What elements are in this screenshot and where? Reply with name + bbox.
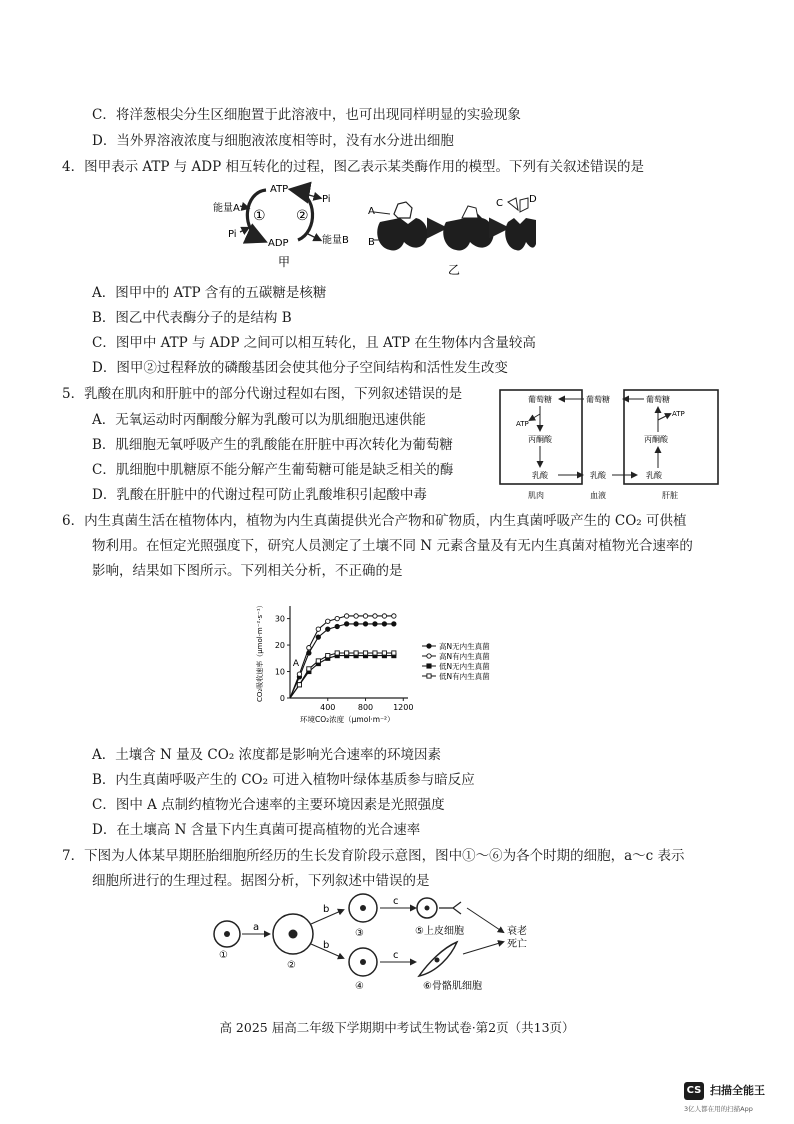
data-point (335, 651, 339, 655)
camscanner-logo-icon: CS (684, 1082, 704, 1100)
data-point (326, 654, 330, 658)
data-point (373, 622, 377, 626)
x-tick-label: 1200 (393, 703, 414, 712)
data-point (363, 651, 367, 655)
data-point (392, 651, 396, 655)
yi-label-c: C (496, 198, 503, 209)
series-line (290, 616, 394, 698)
q4-option-a: A．图甲中的 ATP 含有的五碳糖是核糖 (92, 285, 327, 301)
data-point (316, 659, 320, 663)
data-point (316, 635, 320, 639)
q6-option-c: C．图中 A 点制约植物光合速率的主要环境因素是光照强度 (92, 797, 445, 813)
data-point (307, 646, 311, 650)
q7-aging-2: 死亡 (507, 939, 527, 950)
q7-proc-c1: c (393, 896, 399, 907)
jia-caption: 甲 (278, 255, 291, 269)
legend-label: 高N有内生真菌 (439, 652, 490, 661)
q5-glucose-liver: 葡萄糖 (646, 395, 670, 404)
yi-caption: 乙 (448, 263, 461, 277)
q7-cell-2-label: ② (287, 960, 296, 971)
jia-energy-a: 能量A (213, 203, 240, 214)
q5-glucose-blood: 葡萄糖 (586, 395, 610, 404)
data-point (373, 651, 377, 655)
jia-energy-b: 能量B (322, 235, 349, 246)
x-tick-label: 400 (320, 703, 336, 712)
q7-cell-6-label: ⑥骨骼肌细胞 (423, 981, 482, 992)
data-point (297, 683, 301, 687)
page-footer: 高 2025 届高二年级下学期期中考试生物试卷·第2页（共13页） (219, 1020, 575, 1035)
q5-atp-liver: ATP (672, 410, 685, 418)
camscanner-name: 扫描全能王 (710, 1084, 765, 1097)
q6-stem-line3: 影响，结果如下图所示。下列相关分析，不正确的是 (92, 563, 403, 579)
legend-marker (427, 664, 431, 668)
q5-label-muscle: 肌肉 (528, 491, 544, 500)
q3-option-d: D．当外界溶液浓度与细胞液浓度相等时，没有水分进出细胞 (92, 133, 454, 149)
jia-pi-left: Pi (228, 229, 237, 240)
q7-cell-1-label: ① (219, 950, 228, 961)
q3-option-c: C．将洋葱根尖分生区细胞置于此溶液中，也可出现同样明显的实验现象 (92, 107, 521, 123)
data-point (335, 616, 339, 620)
q5-lactate-liver: 乳酸 (646, 471, 662, 480)
q5-label-liver: 肝脏 (662, 491, 678, 500)
data-point (345, 651, 349, 655)
yi-label-b: B (368, 237, 375, 248)
q4-stem: 4．图甲表示 ATP 与 ADP 相互转化的过程，图乙表示某类酶作用的模型。下列有关叙述错误的是 (62, 159, 645, 175)
q5-glucose-muscle: 葡萄糖 (528, 395, 552, 404)
data-point (363, 614, 367, 618)
data-point (382, 622, 386, 626)
yi-label-d: D (529, 194, 537, 205)
q7-cell-5-label: ⑤上皮细胞 (415, 926, 464, 937)
legend-entry (422, 641, 490, 651)
legend-marker (427, 674, 431, 678)
q7-cell-diagram (205, 892, 545, 1000)
legend-marker (427, 654, 431, 658)
jia-atp: ATP (270, 184, 289, 195)
legend-label: 低N有内生真菌 (439, 672, 490, 681)
q7-aging-1: 衰老 (507, 926, 527, 937)
q5-option-a: A．无氧运动时丙酮酸分解为乳酸可以为肌细胞迅速供能 (92, 412, 426, 428)
q5-metabolism-diagram (494, 386, 726, 504)
data-point (354, 622, 358, 626)
q5-option-c: C．肌细胞中肌糖原不能分解产生葡萄糖可能是缺乏相关的酶 (92, 462, 454, 478)
q4-option-b: B．图乙中代表酶分子的是结构 B (92, 310, 292, 326)
jia-step-1: ① (253, 208, 266, 224)
q5-pyruvate-liver: 丙酮酸 (644, 435, 668, 444)
chart-point-a-label: A (292, 659, 300, 670)
q4-option-d: D．图甲②过程释放的磷酸基团会使其他分子空间结构和活性发生改变 (92, 360, 508, 376)
jia-step-2: ② (296, 208, 309, 224)
data-point (354, 651, 358, 655)
legend-marker (427, 644, 431, 648)
q4-option-c: C．图甲中 ATP 与 ADP 之间可以相互转化，且 ATP 在生物体内含量较高 (92, 335, 536, 351)
q7-stem-line2: 细胞所进行的生理过程。据图分析，下列叙述中错误的是 (92, 873, 430, 889)
q7-cell-4-label: ④ (355, 981, 364, 992)
q4-figure-yi (368, 190, 538, 280)
q6-option-d: D．在土壤高 N 含量下内生真菌可提高植物的光合速率 (92, 822, 421, 838)
q5-lactate-blood: 乳酸 (590, 471, 606, 480)
y-tick-label: 0 (279, 694, 285, 703)
q7-stem-line1: 7．下图为人体某早期胚胎细胞所经历的生长发育阶段示意图，图中①～⑥为各个时期的细胞，a～c 表示 (62, 848, 685, 864)
data-point (392, 622, 396, 626)
chart-legend (422, 641, 490, 681)
data-point (382, 651, 386, 655)
q5-label-blood: 血液 (590, 491, 606, 500)
q5-pyruvate-muscle: 丙酮酸 (528, 435, 552, 444)
jia-pi-right: Pi (322, 194, 331, 205)
q5-stem: 5．乳酸在肌肉和肝脏中的部分代谢过程如右图，下列叙述错误的是 (62, 386, 463, 402)
q7-proc-b2: b (323, 940, 330, 951)
q6-stem-line2: 物利用。在恒定光照强度下，研究人员测定了土壤不同 N 元素含量及有无内生真菌对植物光合速率的 (92, 538, 693, 554)
legend-entry (422, 651, 490, 661)
chart-x-label: 环境CO₂浓度（μmol·m⁻²） (300, 715, 395, 724)
jia-adp: ADP (268, 238, 289, 249)
x-tick-label: 800 (357, 703, 374, 712)
q7-proc-c2: c (393, 950, 399, 961)
data-point (297, 672, 301, 676)
q6-stem-line1: 6．内生真菌生活在植物体内，植物为内生真菌提供光合产物和矿物质，内生真菌呼吸产生的 CO₂ 可供植 (62, 513, 687, 529)
q5-option-b: B．肌细胞无氧呼吸产生的乳酸能在肝脏中再次转化为葡萄糖 (92, 437, 453, 453)
data-point (335, 624, 339, 628)
legend-label: 低N无内生真菌 (439, 662, 490, 671)
series-line (290, 624, 394, 698)
legend-entry (422, 671, 490, 681)
data-point (363, 622, 367, 626)
q7-proc-b1: b (323, 904, 330, 915)
q7-proc-a: a (253, 922, 260, 933)
data-point (326, 619, 330, 623)
yi-label-a: A (368, 206, 375, 217)
legend-entry (422, 661, 490, 671)
legend-label: 高N无内生真菌 (439, 642, 490, 651)
data-point (326, 627, 330, 631)
camscanner-tagline: 3亿人都在用的扫描App (684, 1105, 753, 1113)
series-3 (290, 651, 396, 698)
y-tick-label: 20 (274, 641, 285, 651)
q6-chart (250, 598, 520, 728)
q5-option-d: D．乳酸在肝脏中的代谢过程可防止乳酸堆积引起酸中毒 (92, 487, 427, 503)
data-point (344, 614, 348, 618)
q7-cell-3-label: ③ (355, 928, 364, 939)
data-point (392, 614, 396, 618)
q4-figure-jia (210, 180, 350, 270)
q5-lactate-muscle: 乳酸 (532, 471, 548, 480)
data-point (307, 667, 311, 671)
data-point (373, 614, 377, 618)
q6-option-b: B．内生真菌呼吸产生的 CO₂ 可进入植物叶绿体基质参与暗反应 (92, 772, 475, 788)
q5-atp-muscle: ATP (516, 420, 529, 428)
data-point (316, 627, 320, 631)
data-point (344, 622, 348, 626)
y-tick-label: 30 (274, 614, 285, 624)
series-line (290, 653, 394, 698)
data-point (382, 614, 386, 618)
data-point (354, 614, 358, 618)
chart-y-label: CO₂吸收速率（μmol·m⁻²·s⁻¹） (256, 601, 264, 702)
q6-option-a: A．土壤含 N 量及 CO₂ 浓度都是影响光合速率的环境因素 (92, 747, 442, 763)
series-0 (290, 622, 396, 698)
y-tick-label: 10 (274, 667, 285, 677)
